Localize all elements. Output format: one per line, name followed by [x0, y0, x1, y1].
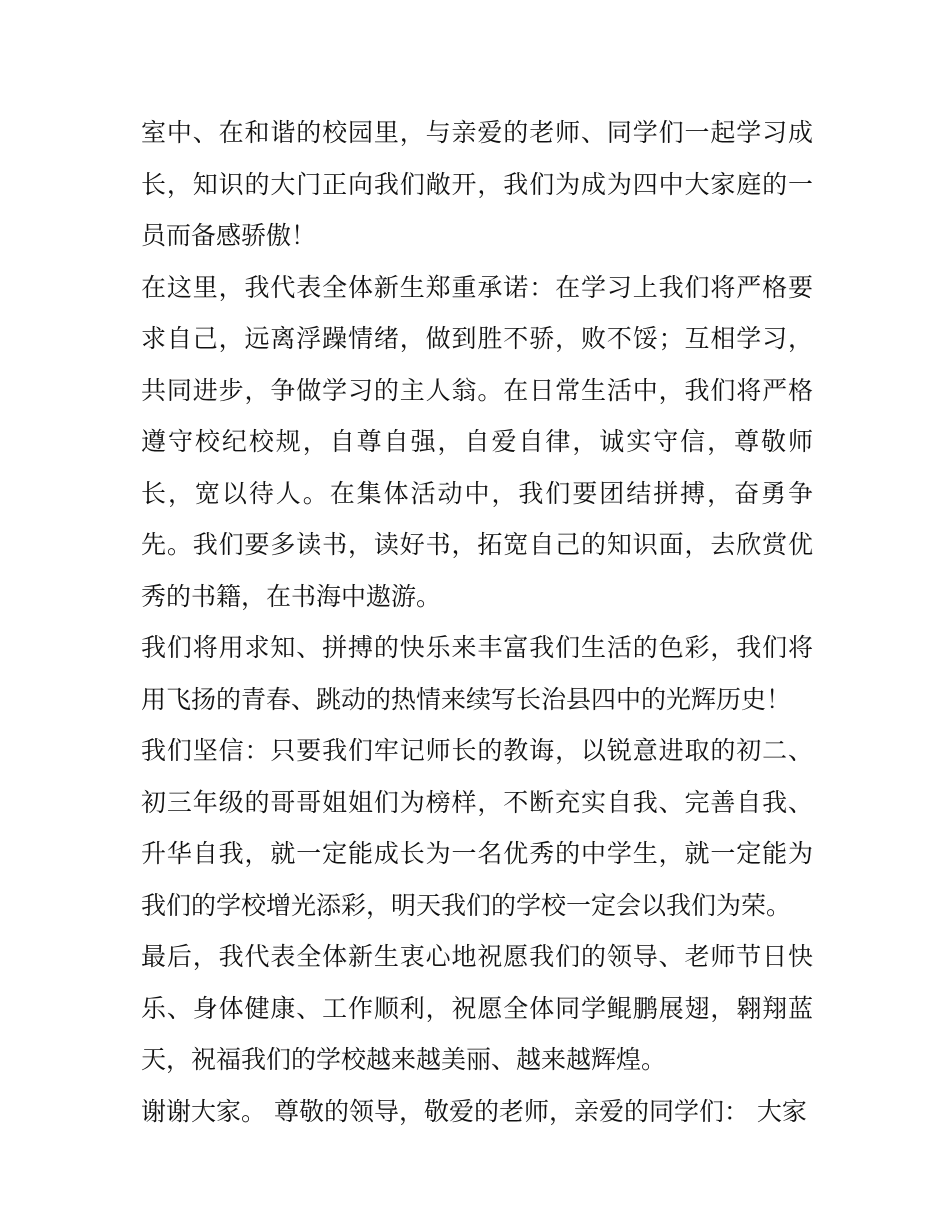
paragraph-4: 我们坚信：只要我们牢记师长的教诲，以锐意进取的初二、初三年级的哥哥姐姐们为榜样，不断充实自我、完善自我、升华自我，就一定能成长为一名优秀的中学生，就一定能为我们的学校增光添彩，明天我们的学校一定会以我们为荣。: [141, 736, 813, 920]
paragraph-3: 我们将用求知、拼搏的快乐来丰富我们生活的色彩，我们将用飞扬的青春、跳动的热情来续写长治县四中的光辉历史！: [141, 633, 813, 714]
paragraph-1: 室中、在和谐的校园里，与亲爱的老师、同学们一起学习成长，知识的大门正向我们敞开，我们为成为四中大家庭的一员而备感骄傲！: [141, 118, 813, 250]
paragraph-5: 最后，我代表全体新生衷心地祝愿我们的领导、老师节日快乐、身体健康、工作顺利，祝愿全体同学鲲鹏展翅，翱翔蓝天，祝福我们的学校越来越美丽、越来越辉煌。: [141, 942, 813, 1074]
document-body: [141, 107, 813, 1137]
paragraph-6: 谢谢大家。 尊敬的领导，敬爱的老师，亲爱的同学们： 大家: [141, 1096, 807, 1126]
paragraph-2: 在这里，我代表全体新生郑重承诺：在学习上我们将严格要求自己，远离浮躁情绪，做到胜不骄，败不馁；互相学习，共同进步，争做学习的主人翁。在日常生活中，我们将严格遵守校纪校规，自尊自强，自爱自律，诚实守信，尊敬师长，宽以待人。在集体活动中，我们要团结拼搏，奋勇争先。我们要多读书，读好书，拓宽自己的知识面，去欣赏优秀的书籍，在书海中遨游。: [141, 272, 813, 611]
